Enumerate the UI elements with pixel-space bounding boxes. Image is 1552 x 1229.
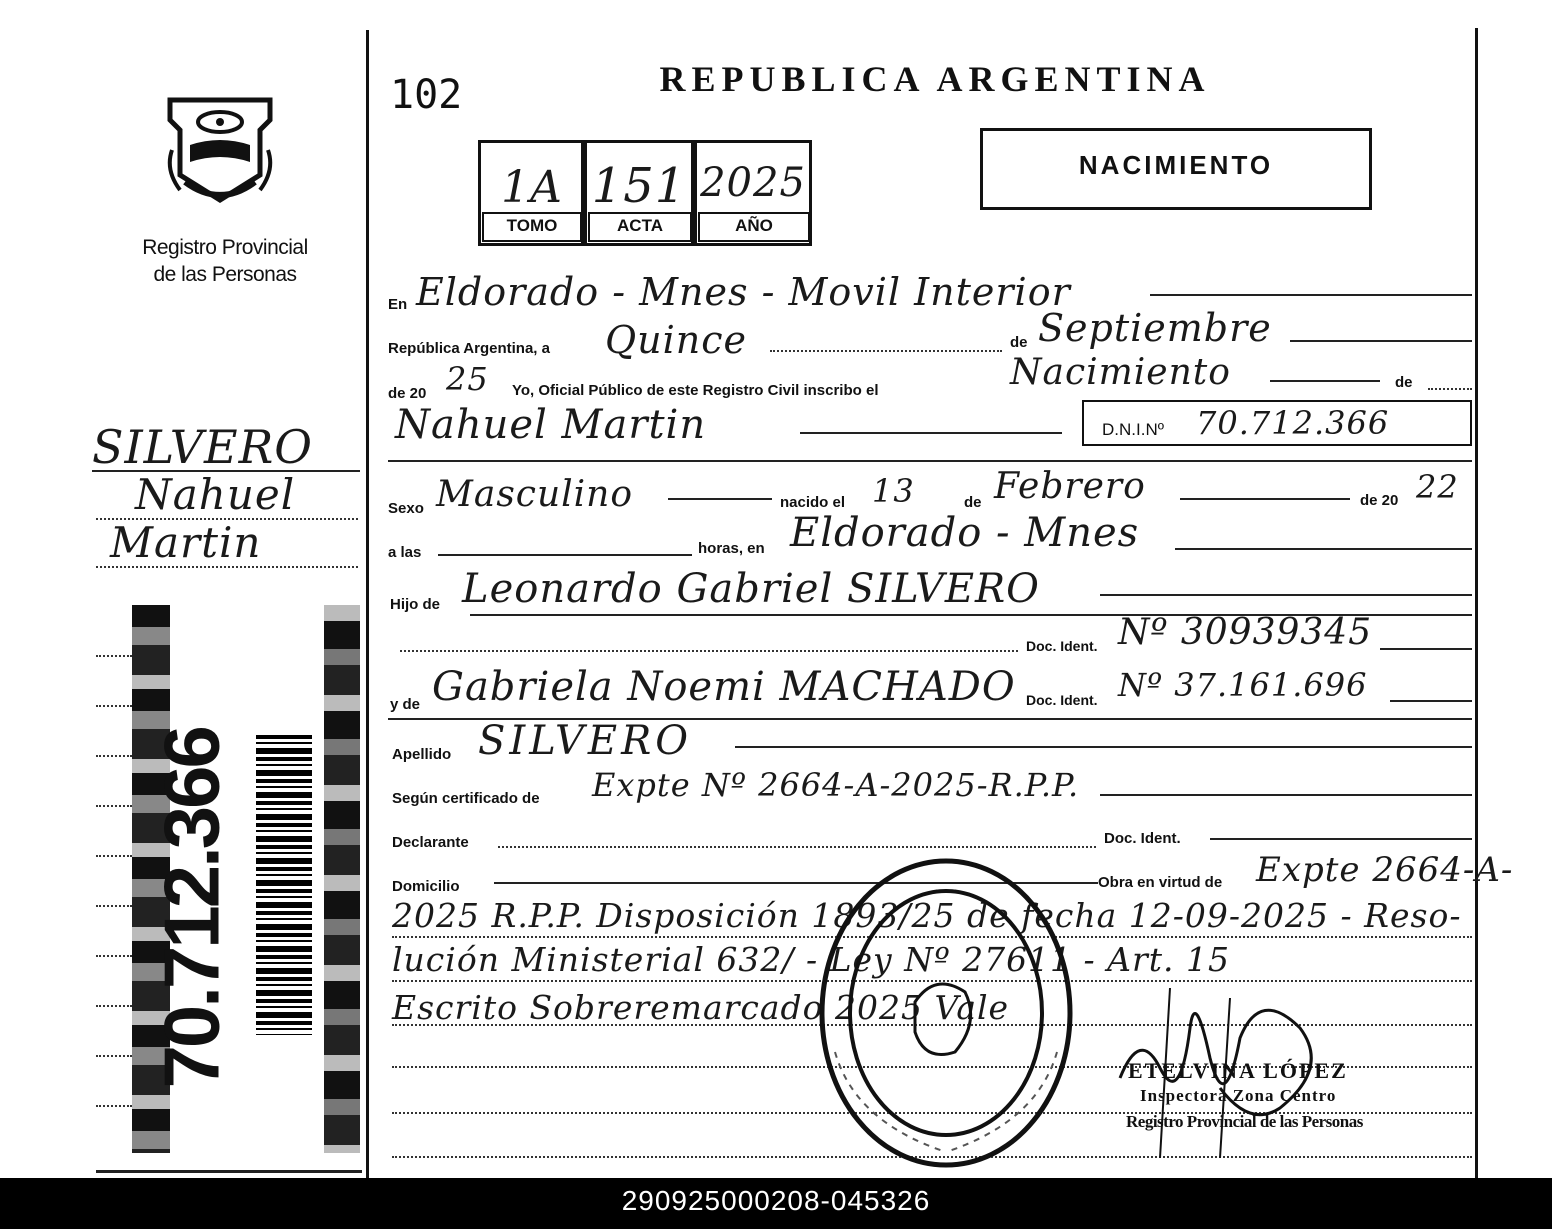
anio-value: 2025 (700, 160, 806, 206)
sidebar-dotted-line (96, 1055, 132, 1057)
birth-place: Eldorado - Mnes (790, 510, 1140, 556)
birth-day: 13 (872, 472, 915, 510)
apellido-line (735, 746, 1472, 748)
y-de-label: y de (390, 696, 421, 713)
birth-year-label: de 20 (1360, 492, 1399, 509)
de-label-2: de (1395, 374, 1413, 391)
birth-place-line (1175, 548, 1472, 550)
obra-value: Expte 2664-A- (1256, 850, 1514, 890)
mother-doc-label: Doc. Ident. (1026, 692, 1098, 708)
declarante-doc-line (1210, 838, 1472, 840)
obra-label: Obra en virtud de (1098, 874, 1223, 891)
sidebar-bottom-line (96, 1170, 362, 1173)
notes-line-2: lución Ministerial 632/ - Ley Nº 27611 - Art. 15 (392, 940, 1231, 979)
left-divider-line (366, 30, 369, 1178)
sidebar-dotted-line (96, 805, 132, 807)
year-value: 25 (446, 360, 489, 398)
father-doc-dotted (400, 650, 1018, 652)
inscribo-end-dotted (1428, 388, 1472, 390)
tomo-value: 1A (501, 162, 563, 213)
de-label: de (1010, 334, 1028, 351)
inscribo-value: Nacimiento (1010, 352, 1231, 393)
segun-label: Según certificado de (392, 790, 540, 807)
sidebar-given-name-1: Nahuel (135, 470, 296, 519)
notes-line-3: Escrito Sobreremarcado 2025 Vale (392, 988, 1010, 1027)
declarante-dotted (498, 846, 1096, 848)
name-line (800, 432, 1062, 434)
day-dotted-line (770, 350, 1002, 352)
sidebar-dotted-line (96, 1005, 132, 1007)
inscribo-line (1270, 380, 1380, 382)
birth-month-line (1180, 498, 1350, 500)
month-line (1290, 340, 1472, 342)
declarante-label: Declarante (392, 834, 469, 851)
mother-doc: Nº 37.161.696 (1118, 666, 1368, 704)
registry-name-line2: de las Personas (153, 263, 297, 286)
father-doc-label: Doc. Ident. (1026, 638, 1098, 654)
oficial-text: Yo, Oficial Público de este Registro Civil inscribo el (512, 382, 879, 399)
republica-label: República Argentina, a (388, 340, 550, 357)
official-seal-stamp (815, 852, 1077, 1174)
acta-label: ACTA (617, 216, 663, 235)
signatory-org: Registro Provincial de las Personas (1126, 1112, 1363, 1131)
father-line (1100, 594, 1472, 596)
sexo-value: Masculino (436, 474, 634, 515)
tomo-label: TOMO (506, 216, 558, 235)
year-prefix: de 20 (388, 385, 427, 402)
sidebar-surname: SILVERO (92, 420, 313, 474)
horas-label: horas, en (698, 540, 765, 557)
record-type: NACIMIENTO (1078, 150, 1274, 180)
notes-line-1: 2025 R.P.P. Disposición 1893/25 de fecha 12-09-2025 - Reso- (392, 896, 1462, 935)
dni-value: 70.712.366 (1196, 404, 1390, 442)
signatory-name: ETELVINA LÓPEZ (1128, 1058, 1348, 1083)
day-value: Quince (605, 318, 748, 362)
barcode-bars (256, 735, 312, 1035)
a-las-line (438, 554, 692, 556)
en-label: En (388, 296, 408, 313)
birth-year-value: 22 (1416, 468, 1459, 506)
en-line (1150, 294, 1472, 296)
dni-barcode-number: 70.712.366 (147, 728, 236, 1089)
signatory-role: Inspectora Zona Centro (1140, 1086, 1337, 1105)
domicilio-label: Domicilio (392, 878, 460, 895)
declarante-doc-label: Doc. Ident. (1104, 830, 1181, 847)
segun-line (1100, 794, 1472, 796)
hijo-label: Hijo de (390, 596, 441, 613)
de-label-3: de (964, 494, 982, 511)
sexo-line (668, 498, 772, 500)
apellido-label: Apellido (392, 746, 452, 763)
anio-label: AÑO (735, 216, 773, 235)
barcode-strip (96, 605, 364, 1155)
month-value: Septiembre (1038, 306, 1272, 350)
sidebar-dotted-line (96, 855, 132, 857)
dni-label: D.N.I.Nº (1102, 420, 1164, 439)
registry-name (100, 234, 350, 288)
section-divider-1 (388, 460, 1472, 462)
footer-code: 290925000208-045326 (0, 1178, 1552, 1229)
father-name: Leonardo Gabriel SILVERO (462, 566, 1040, 612)
sexo-label: Sexo (388, 500, 424, 517)
en-value: Eldorado - Mnes - Movil Interior (416, 270, 1071, 314)
sidebar-given-name-2: Martin (110, 518, 262, 567)
a-las-label: a las (388, 544, 422, 561)
sidebar-dotted-line (96, 755, 132, 757)
sidebar-dotted-line (96, 705, 132, 707)
acta-value: 151 (591, 158, 687, 214)
mother-name: Gabriela Noemi MACHADO (432, 664, 1016, 710)
sidebar-dotted-line (96, 566, 358, 568)
registry-name-line1: Registro Provincial (142, 236, 308, 259)
father-doc: Nº 30939345 (1118, 612, 1373, 653)
birth-month: Febrero (994, 466, 1146, 507)
country-title: REPUBLICA ARGENTINA (659, 59, 1211, 99)
sidebar-dotted-line (96, 655, 132, 657)
provincial-emblem-logo (160, 90, 280, 215)
father-doc-line (1380, 648, 1472, 650)
page-number: 102 (390, 72, 463, 118)
nacido-label: nacido el (780, 494, 846, 511)
apellido-value: SILVERO (478, 718, 693, 764)
sidebar-dotted-line (96, 905, 132, 907)
right-border-line (1475, 28, 1478, 1178)
person-name: Nahuel Martin (395, 402, 707, 448)
sidebar-dotted-line (96, 1105, 132, 1107)
segun-value: Expte Nº 2664-A-2025-R.P.P. (592, 766, 1080, 804)
strip-right-texture (324, 605, 360, 1153)
mother-doc-line (1390, 700, 1472, 702)
sidebar-dotted-line (96, 955, 132, 957)
